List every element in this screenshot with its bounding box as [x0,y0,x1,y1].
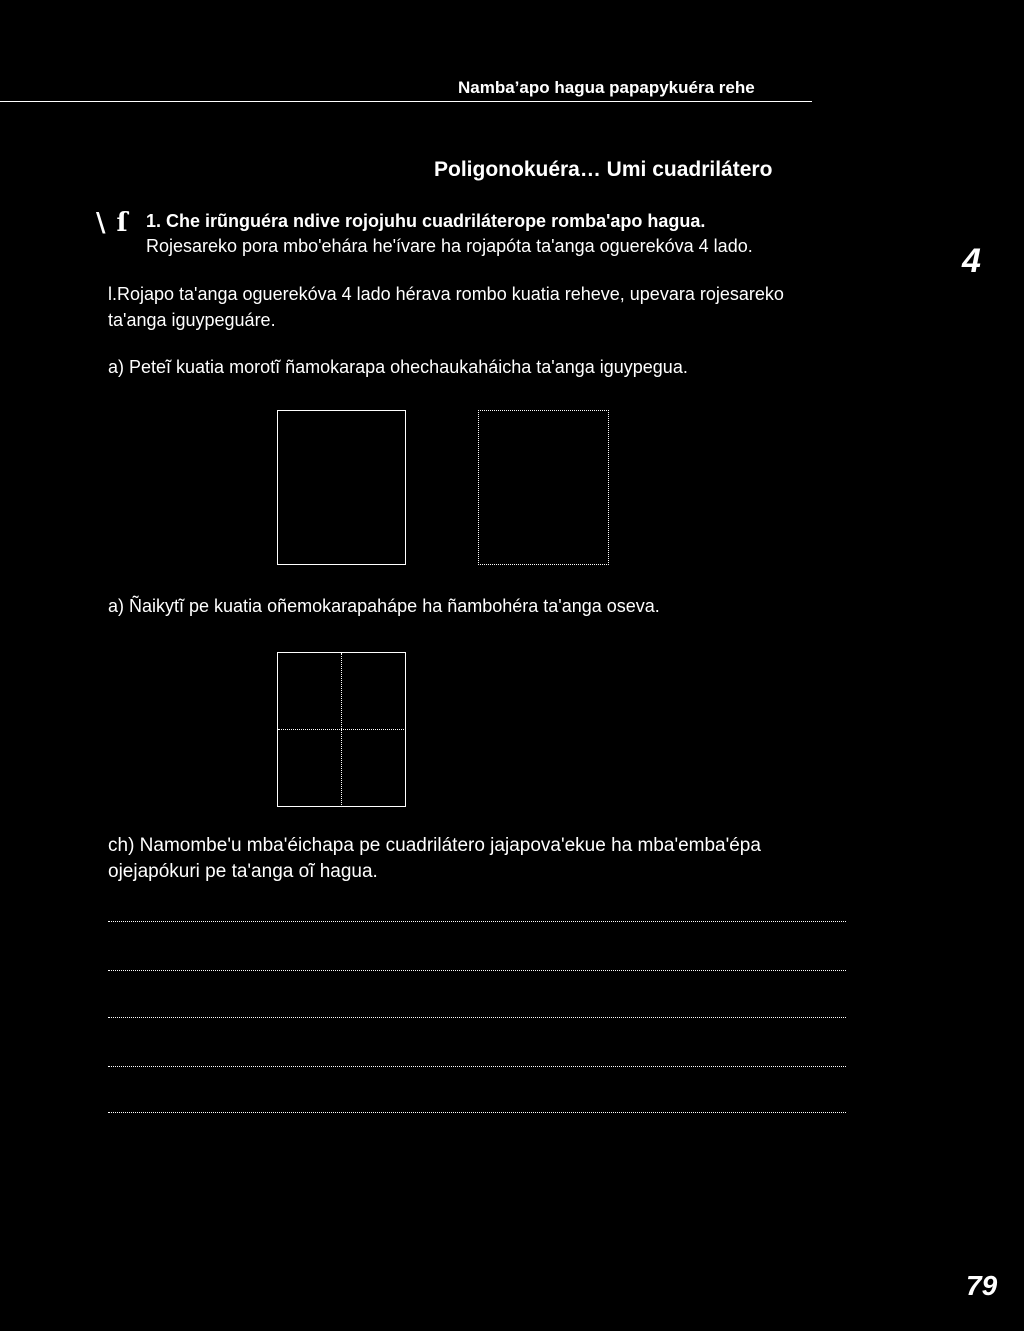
page-number: 79 [966,1270,998,1301]
item-l-line2: ta'anga iguypeguáre. [108,310,276,330]
step-a1: a) Peteĩ kuatia morotĩ ñamokarapa ohechaukaháicha ta'anga iguypegua. [108,357,688,377]
answer-line-5[interactable] [108,1112,846,1113]
folded-paper-figure [478,410,609,565]
exercise-title: 1. Che irũnguéra ndive rojojuhu cuadriláterope romba'apo hagua. [146,211,706,231]
header-rule [0,101,812,102]
item-l-line1: l.Rojapo ta'anga oguerekóva 4 lado hérava rombo kuatia reheve, upevara rojesareko [108,284,784,304]
step-a2: a) Ñaikytĩ pe kuatia oñemokarapahápe ha ñambohéra ta'anga oseva. [108,596,660,616]
margin-mark: \ ſ [96,208,129,238]
section-title: Poligonokuéra… Umi cuadrilátero [434,158,773,181]
paper-rectangle-figure [277,410,406,565]
answer-line-4[interactable] [108,1066,846,1067]
step-ch-line2: ojejapókuri pe ta'anga oĩ hagua. [108,861,378,882]
header-title: Namba’apo hagua papapykuéra rehe [458,78,755,97]
answer-line-2[interactable] [108,970,846,971]
answer-line-3[interactable] [108,1017,846,1018]
cut-paper-figure [277,652,406,807]
answer-line-1[interactable] [108,921,846,922]
side-number: 4 [962,242,981,280]
exercise-intro: Rojesareko pora mbo'ehára he'ívare ha rojapóta ta'anga oguerekóva 4 lado. [146,236,753,256]
horizontal-fold-line [278,729,404,730]
step-ch-line1: ch) Namombe'u mba'éichapa pe cuadrilátero jajapova'ekue ha mba'emba'épa [108,835,761,856]
